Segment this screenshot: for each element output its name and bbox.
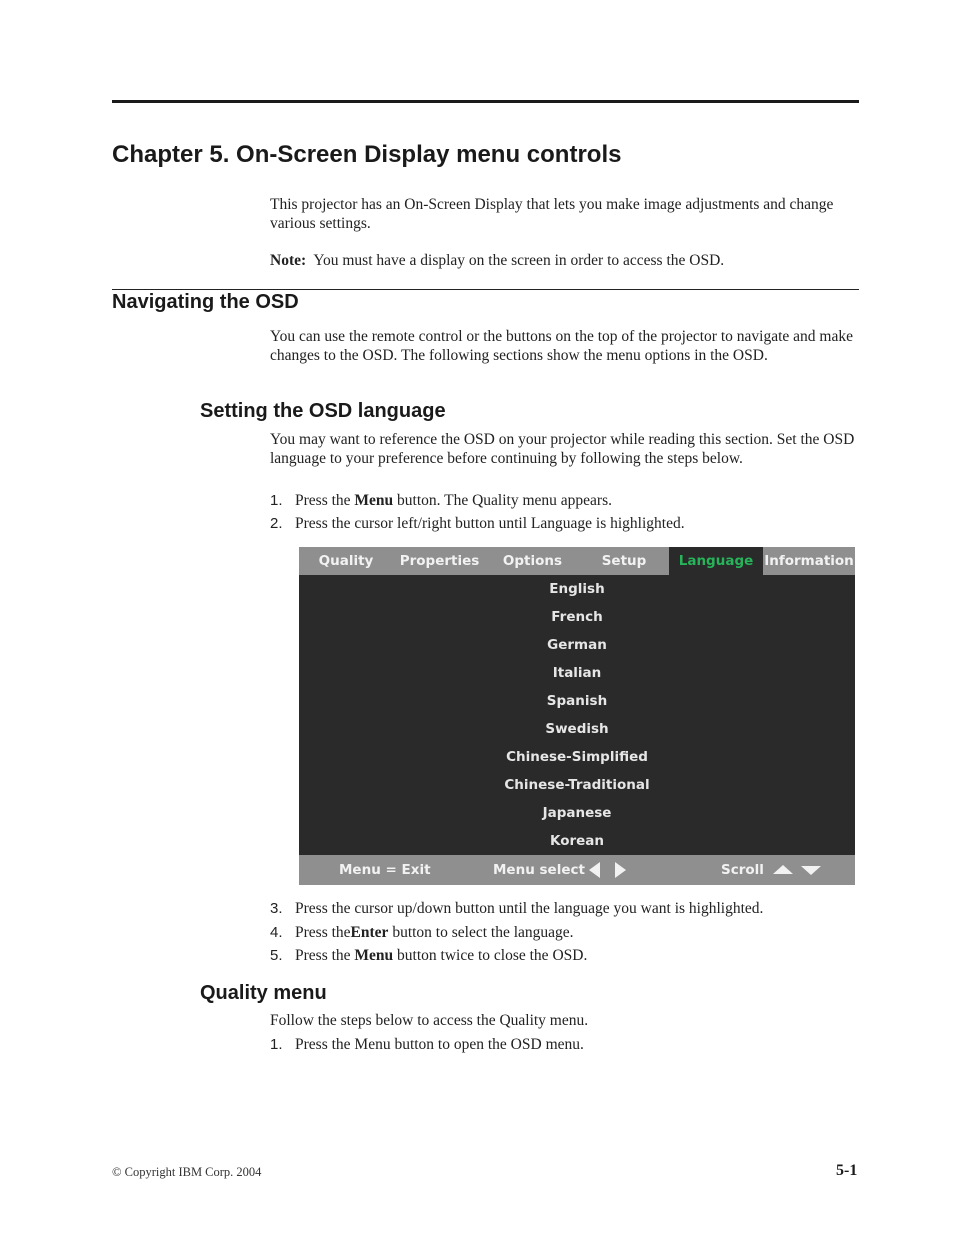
step-item: 1. Press the Menu button. The Quality menu appears. — [270, 492, 612, 509]
osd-tab-information: Information — [764, 553, 854, 569]
osd-footer-bar — [299, 855, 855, 885]
language-paragraph: You may want to reference the OSD on your projector while reading this section. Set the OSD language to your preference before continuing by following the steps below. — [270, 431, 855, 467]
osd-language-item: Swedish — [545, 721, 609, 737]
osd-language-screenshot — [299, 547, 855, 885]
osd-language-item: Chinese-Simplified — [506, 749, 648, 765]
osd-tab-properties: Properties — [399, 553, 480, 569]
osd-footer-exit: Menu = Exit — [339, 862, 431, 878]
note-paragraph — [270, 251, 860, 270]
osd-tab-setup: Setup — [601, 553, 647, 569]
step-item: 3. Press the cursor up/down button until the language you want is highlighted. — [270, 900, 764, 917]
osd-language-item: German — [547, 637, 607, 653]
heading-quality-menu: Quality menu — [200, 982, 327, 1004]
chapter-title: Chapter 5. On-Screen Display menu controls — [112, 141, 622, 168]
step-item: 4. Press theEnter button to select the language. — [270, 924, 574, 941]
intro-paragraph: This projector has an On-Screen Display that lets you make image adjustments and change various settings. — [270, 196, 834, 232]
osd-tab-options: Options — [502, 553, 563, 569]
navigating-paragraph: You can use the remote control or the buttons on the top of the projector to navigate and make changes to the OSD. The following sections show the menu options in the OSD. — [270, 328, 853, 364]
osd-footer-select: Menu select — [493, 862, 585, 878]
osd-language-item: Korean — [549, 833, 605, 849]
arrow-down-icon — [801, 866, 821, 875]
note-label: Note: — [270, 252, 307, 269]
top-rule — [112, 100, 859, 103]
osd-language-list — [299, 575, 855, 855]
osd-language-item: English — [549, 581, 605, 597]
step-item: 1. Press the Menu button to open the OSD menu. — [270, 1036, 584, 1053]
arrow-right-icon — [615, 862, 626, 878]
osd-language-item: Spanish — [546, 693, 608, 709]
section-rule — [112, 289, 859, 290]
heading-language: Setting the OSD language — [200, 400, 446, 422]
osd-language-item: Chinese-Traditional — [504, 777, 650, 793]
osd-language-item: Italian — [552, 665, 602, 681]
osd-footer-scroll: Scroll — [721, 862, 764, 878]
osd-tab-quality: Quality — [318, 553, 374, 569]
osd-language-item: Japanese — [542, 805, 612, 821]
footer-copyright: © Copyright IBM Corp. 2004 — [112, 1165, 262, 1179]
page-number: 5-1 — [836, 1162, 858, 1179]
note-text: You must have a display on the screen in order to access the OSD. — [313, 252, 725, 269]
quality-paragraph: Follow the steps below to access the Quality menu. — [270, 1012, 589, 1029]
osd-language-item: French — [551, 609, 603, 625]
arrow-up-icon — [773, 865, 793, 874]
osd-tab-bar — [299, 547, 855, 575]
step-item: 5. Press the Menu button twice to close the OSD. — [270, 947, 588, 964]
osd-tab-language: Language — [669, 547, 763, 575]
step-item: 2. Press the cursor left/right button until Language is highlighted. — [270, 515, 685, 532]
heading-navigating: Navigating the OSD — [112, 291, 299, 313]
arrow-left-icon — [589, 862, 600, 878]
